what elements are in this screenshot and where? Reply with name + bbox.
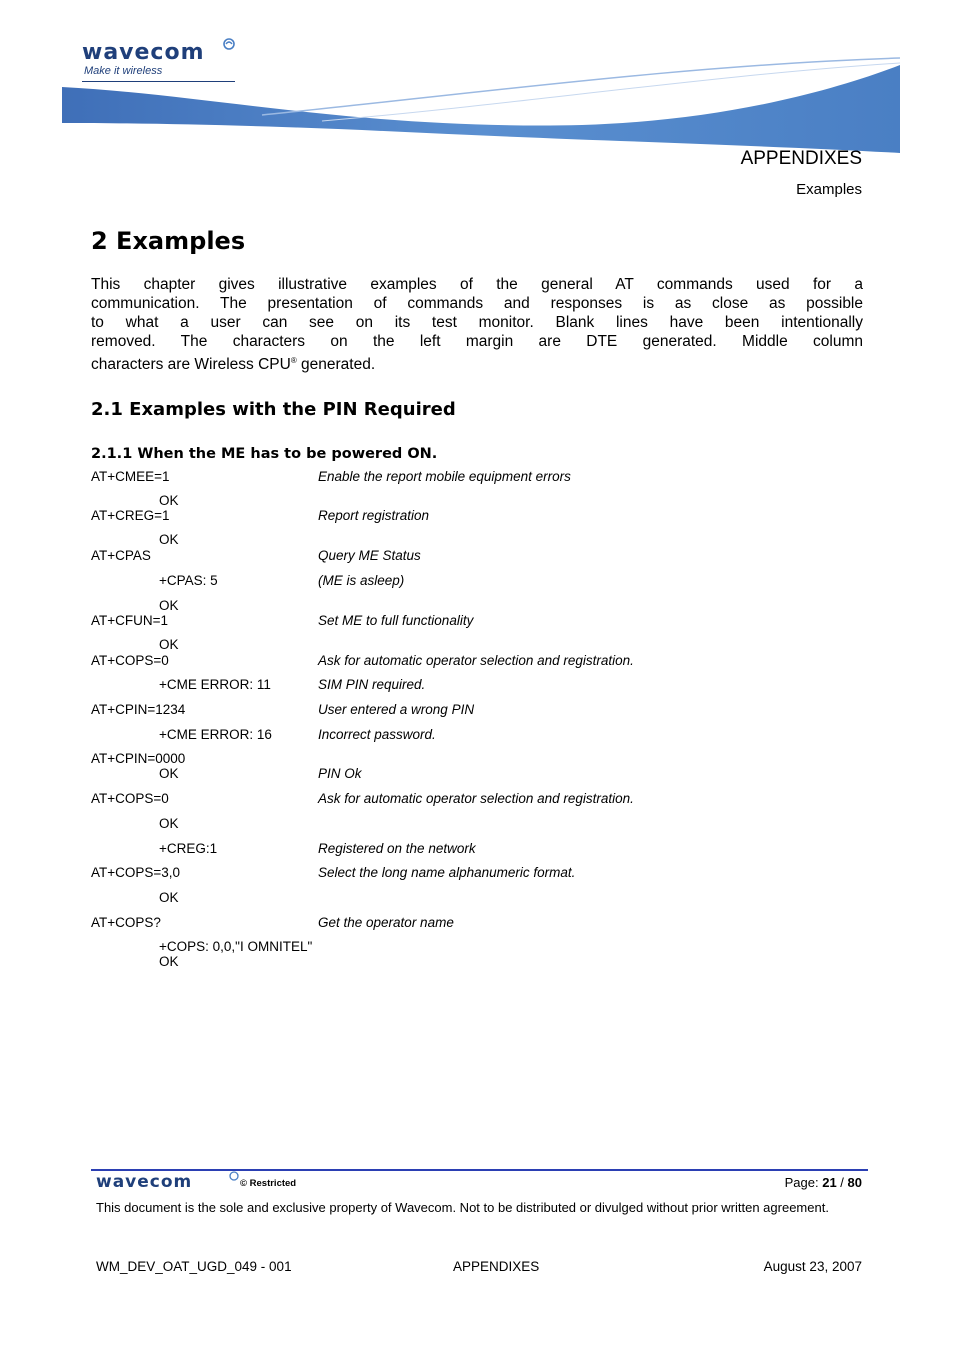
footer-section: APPENDIXES bbox=[453, 1259, 540, 1274]
command-text: OK bbox=[159, 954, 179, 969]
command-text: AT+COPS? bbox=[91, 915, 161, 930]
command-text: AT+COPS=0 bbox=[91, 653, 169, 668]
legal-notice: This document is the sole and exclusive property of Wavecom. Not to be distributed or divulged without prior written agreement. bbox=[96, 1200, 829, 1215]
intro-line: to what a user can see on its test monitor. Blank lines have been intentionally bbox=[91, 314, 863, 331]
command-text: AT+CPIN=1234 bbox=[91, 702, 186, 717]
command-description: Select the long name alphanumeric format. bbox=[318, 865, 576, 880]
section-heading: 2.1 Examples with the PIN Required bbox=[91, 399, 456, 420]
command-text: AT+CFUN=1 bbox=[91, 613, 169, 628]
footer-logo-swirl-icon bbox=[229, 1171, 239, 1181]
command-description: Get the operator name bbox=[318, 915, 454, 930]
command-text: OK bbox=[159, 816, 179, 831]
intro-line: communication. The presentation of commands and responses is as close as possible bbox=[91, 295, 863, 312]
document-date: August 23, 2007 bbox=[763, 1259, 862, 1274]
command-text: OK bbox=[159, 598, 179, 613]
page-current: 21 bbox=[822, 1175, 837, 1190]
chapter-heading: 2 Examples bbox=[91, 227, 246, 255]
intro-line-last bbox=[91, 351, 863, 374]
document-reference: WM_DEV_OAT_UGD_049 - 001 bbox=[96, 1259, 292, 1274]
command-text: OK bbox=[159, 493, 179, 508]
section-header: APPENDIXES bbox=[740, 148, 862, 169]
command-description: Ask for automatic operator selection and registration. bbox=[318, 791, 634, 806]
command-text: OK bbox=[159, 890, 179, 905]
subsection-header: Examples bbox=[796, 181, 862, 198]
page-number bbox=[785, 1175, 862, 1190]
intro-text: characters are Wireless CPU bbox=[91, 356, 291, 374]
registered-mark: ® bbox=[290, 356, 297, 365]
command-description: (ME is asleep) bbox=[318, 573, 405, 588]
command-text: AT+CMEE=1 bbox=[91, 469, 170, 484]
command-text: +CREG:1 bbox=[159, 841, 218, 856]
command-text: AT+COPS=0 bbox=[91, 791, 169, 806]
command-text: +COPS: 0,0,"I OMNITEL" bbox=[159, 939, 313, 954]
command-text: +CME ERROR: 16 bbox=[159, 727, 272, 742]
page-total: 80 bbox=[847, 1175, 862, 1190]
command-description: Enable the report mobile equipment errors bbox=[318, 469, 571, 484]
command-text: AT+CPAS bbox=[91, 548, 151, 563]
subsection-heading: 2.1.1 When the ME has to be powered ON. bbox=[91, 446, 438, 462]
intro-line: removed. The characters on the left margin are DTE generated. Middle column bbox=[91, 333, 863, 350]
logo-tagline: Make it wireless bbox=[84, 65, 163, 77]
header-banner bbox=[62, 55, 900, 155]
command-description: SIM PIN required. bbox=[318, 677, 426, 692]
command-text: OK bbox=[159, 637, 179, 652]
command-text: AT+COPS=3,0 bbox=[91, 865, 181, 880]
restricted-label: © Restricted bbox=[240, 1178, 297, 1189]
command-description: Ask for automatic operator selection and registration. bbox=[318, 653, 634, 668]
wavecom-logo: wavecom bbox=[82, 40, 205, 65]
page-sep: / bbox=[836, 1175, 848, 1190]
page-label: Page: bbox=[784, 1175, 823, 1190]
command-text: OK bbox=[159, 766, 179, 781]
intro-line: This chapter gives illustrative examples of the general AT commands used for a bbox=[91, 276, 863, 293]
command-description: User entered a wrong PIN bbox=[318, 702, 475, 717]
command-text: +CME ERROR: 11 bbox=[159, 677, 271, 692]
command-text: AT+CPIN=0000 bbox=[91, 751, 186, 766]
intro-text: generated. bbox=[296, 356, 376, 374]
command-text: +CPAS: 5 bbox=[159, 573, 218, 588]
command-description: Incorrect password. bbox=[318, 727, 436, 742]
command-description: Registered on the network bbox=[318, 841, 476, 856]
footer-rule bbox=[91, 1169, 868, 1171]
command-description: Set ME to full functionality bbox=[318, 613, 474, 628]
command-description: PIN Ok bbox=[318, 766, 362, 781]
intro-paragraph bbox=[91, 275, 863, 374]
command-description: Report registration bbox=[318, 508, 430, 523]
command-text: AT+CREG=1 bbox=[91, 508, 170, 523]
logo-swirl-icon bbox=[223, 38, 235, 50]
command-text: OK bbox=[159, 532, 179, 547]
footer-logo: wavecom bbox=[96, 1172, 193, 1192]
command-description: Query ME Status bbox=[318, 548, 421, 563]
